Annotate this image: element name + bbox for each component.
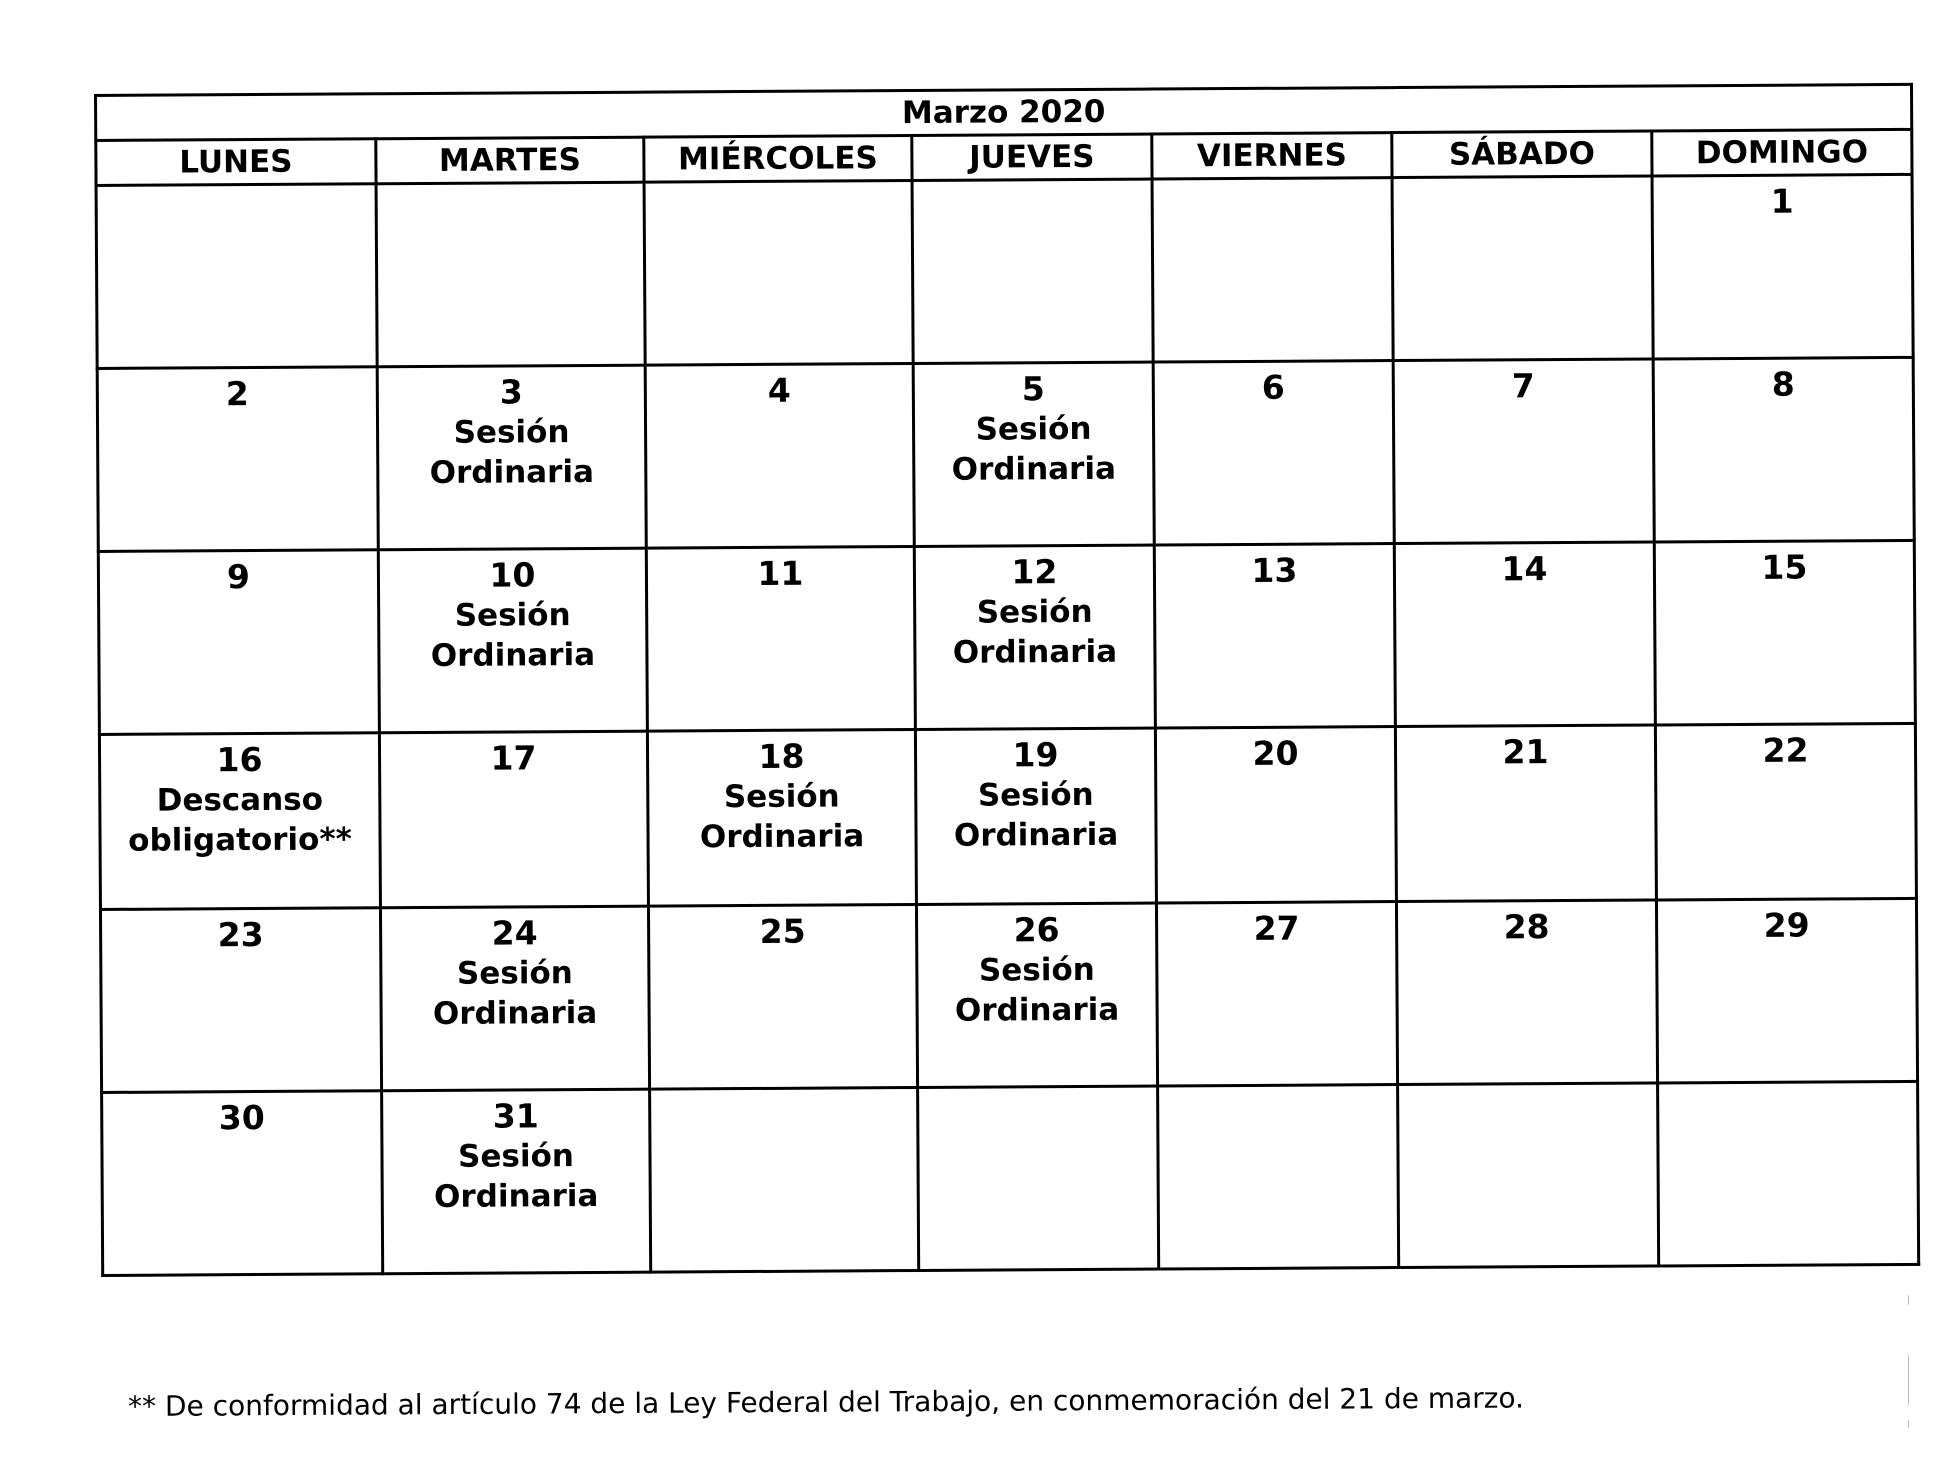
calendar-day-cell (912, 179, 1153, 363)
day-number (1394, 177, 1651, 183)
day-number (1159, 1086, 1396, 1091)
calendar-day-cell (1394, 542, 1655, 727)
scan-artifact-line (1908, 1295, 1909, 1305)
calendar-day-cell (1156, 902, 1397, 1086)
day-number (914, 181, 1151, 186)
calendar-week-row (99, 723, 1916, 909)
calendar-day-cell (102, 1091, 383, 1276)
calendar-day-cell (650, 1087, 919, 1272)
weekday-header-lunes: LUNES (96, 139, 376, 186)
day-number: 1 (1770, 181, 1794, 221)
calendar-day-cell (98, 550, 379, 735)
calendar-day-cell (1153, 361, 1394, 545)
day-number (1399, 1084, 1656, 1090)
day-event-label: Sesión Ordinaria (430, 597, 596, 674)
day-number: 3 (499, 372, 523, 412)
day-event-label: Sesión Ordinaria (951, 410, 1117, 488)
weekday-header-jueves: JUEVES (912, 134, 1152, 180)
weekday-header-sabado: SÁBADO (1392, 131, 1652, 178)
calendar-week-row (100, 898, 1917, 1092)
day-number: 6 (1261, 367, 1285, 407)
day-number: 28 (1503, 907, 1550, 947)
day-number: 22 (1762, 730, 1809, 770)
calendar-week-row (98, 540, 1915, 734)
day-number: 8 (1771, 364, 1795, 404)
day-number (646, 182, 911, 188)
day-number: 13 (1251, 550, 1298, 590)
day-number: 11 (757, 553, 804, 593)
day-number: 16 (216, 739, 263, 780)
day-number: 23 (217, 914, 264, 955)
day-number (1154, 179, 1391, 184)
day-number (98, 185, 375, 191)
calendar-day-cell (1398, 1083, 1659, 1268)
day-number: 9 (226, 557, 251, 597)
calendar-day-cell (1658, 1081, 1919, 1266)
day-event-label: Sesión Ordinaria (953, 776, 1119, 854)
calendar-day-cell (645, 364, 914, 549)
calendar-day-cell (97, 367, 378, 552)
calendar-day-cell (1392, 176, 1653, 361)
calendar-day-cell (1656, 898, 1917, 1083)
day-number (378, 184, 643, 190)
weekday-header-viernes: VIERNES (1152, 133, 1392, 179)
calendar-day-cell (99, 733, 380, 910)
day-number: 4 (767, 370, 791, 410)
day-number (919, 1088, 1156, 1093)
calendar-day-cell (1655, 723, 1916, 900)
day-number: 14 (1501, 549, 1548, 589)
weekday-header-martes: MARTES (376, 137, 644, 184)
day-event-label: Sesión Ordinaria (433, 1138, 599, 1215)
calendar-day-cell (1393, 359, 1654, 544)
calendar-day-cell (376, 182, 645, 367)
day-number: 19 (1012, 735, 1059, 775)
calendar-day-cell (1154, 544, 1395, 728)
day-number: 2 (225, 374, 249, 414)
day-event-label: Sesión Ordinaria (699, 778, 865, 856)
day-number: 25 (759, 911, 806, 951)
calendar-title: Marzo 2020 (96, 84, 1912, 140)
day-number (651, 1089, 916, 1095)
day-number: 15 (1761, 547, 1808, 587)
calendar-day-cell (1396, 900, 1657, 1085)
calendar-day-cell (914, 545, 1155, 729)
day-event-label: Sesión Ordinaria (432, 955, 598, 1032)
calendar-day-cell (100, 908, 381, 1093)
day-number: 30 (218, 1097, 265, 1138)
day-number: 5 (1021, 369, 1045, 409)
weekday-header-miercoles: MIÉRCOLES (644, 136, 912, 183)
day-number: 17 (490, 738, 537, 778)
day-event-label: Sesión Ordinaria (429, 414, 595, 491)
weekday-header-domingo: DOMINGO (1652, 129, 1912, 176)
calendar-day-cell (918, 1086, 1159, 1270)
calendar-day-cell (1653, 357, 1914, 542)
calendar-day-cell (377, 365, 646, 550)
day-event-label: Sesión Ordinaria (954, 951, 1120, 1029)
footnote: ** De conformidad al artículo 74 de la Ley Federal del Trabajo, en conmemoración del 21 de marzo. (128, 1381, 1525, 1423)
calendar-day-cell (382, 1089, 651, 1274)
calendar-day-cell (1654, 540, 1915, 725)
day-number: 24 (491, 913, 538, 953)
day-number: 18 (758, 736, 805, 776)
day-number: 31 (492, 1096, 539, 1136)
calendar-day-cell (1155, 727, 1396, 903)
calendar-day-cell (915, 728, 1156, 904)
calendar-week-row (102, 1081, 1919, 1275)
scan-artifact-line (1908, 1355, 1909, 1405)
calendar-day-cell (913, 362, 1154, 546)
day-number: 7 (1511, 366, 1535, 406)
calendar-day-cell (1152, 178, 1393, 362)
calendar-day-cell (378, 548, 647, 733)
day-number: 20 (1252, 733, 1299, 773)
calendar-day-cell (644, 181, 913, 366)
calendar-week-row (97, 357, 1914, 551)
scan-artifact-line (1908, 1420, 1909, 1428)
day-number: 10 (489, 555, 536, 595)
calendar-day-cell (647, 729, 916, 906)
calendar-day-cell (96, 184, 377, 369)
calendar-day-cell (1158, 1085, 1399, 1269)
day-number: 26 (1013, 910, 1060, 950)
calendar-table (94, 83, 1920, 1277)
calendar-weeks (96, 174, 1919, 1275)
calendar-day-cell (646, 546, 915, 731)
day-number: 29 (1763, 905, 1810, 945)
day-number: 12 (1011, 552, 1058, 592)
calendar-day-cell (379, 731, 648, 908)
day-number: 27 (1253, 908, 1300, 948)
calendar-day-cell (380, 906, 649, 1091)
day-event-label: Descanso obligatorio** (128, 781, 352, 859)
calendar-day-cell (648, 904, 917, 1089)
day-number: 21 (1502, 732, 1549, 772)
calendar-week-row (96, 174, 1913, 368)
calendar-day-cell (916, 903, 1157, 1087)
day-number (1659, 1083, 1916, 1089)
calendar-day-cell (1652, 174, 1913, 359)
calendar-day-cell (1395, 725, 1656, 902)
day-event-label: Sesión Ordinaria (952, 593, 1118, 671)
